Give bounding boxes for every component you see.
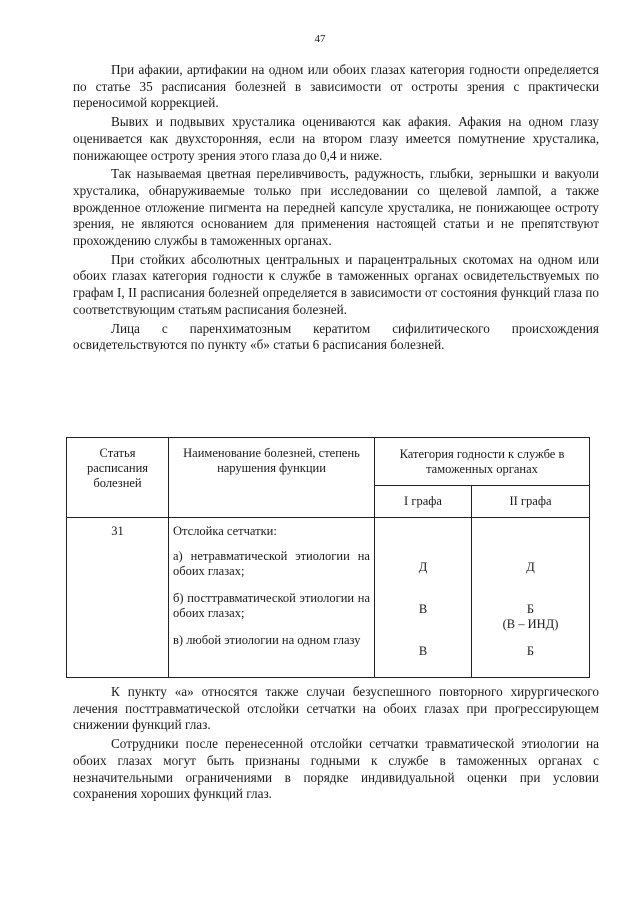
header-graph-1: I графа (375, 486, 472, 518)
graph2-item-a (473, 540, 588, 578)
cell-article: 31 (67, 518, 169, 678)
header-category: Категория годности к службе в таможенных органах (375, 438, 590, 486)
paragraph: При стойких абсолютных центральных и парацентральных скотомах на одном или обоих глазах категория годности к службе в таможенных органах освидетельствуемых по графам I, II расписания болезней определяется в зависимости от состояния функций глаза по соответствующим статьям расписания болезней. (73, 251, 599, 317)
graph2-value: Д (526, 560, 535, 574)
body-text-bottom (73, 684, 599, 803)
graph1-item-b: В (418, 602, 428, 616)
header-disease: Наименование болезней, степень нарушения функции (169, 438, 375, 518)
graph1-item-c: В (418, 644, 428, 658)
table-row (67, 518, 590, 678)
disease-item-b: б) посттравматической этиологии на обоих глазах; (173, 591, 370, 620)
graph2-item-b (473, 582, 588, 631)
paragraph: Так называемая цветная переливчивость, радужность, глыбки, зернышки и вакуоли хрусталика, обнаруживаемые только при исследовании со щелевой лампой, а также врожденное отложение пигмента на передней капсуле хрусталика, не понижающее остроту зрения, не являются основанием для применения настоящей статьи и не препятствуют прохождению службы в таможенных органах. (73, 166, 599, 249)
paragraph: Вывих и подвывих хрусталика оцениваются как афакия. Афакия на одном глазу оценивается как двухсторонняя, если на втором глазу имеется помутнение хрусталика, понижающее остроту зрения этого глаза до 0,4 и ниже. (73, 114, 599, 163)
paragraph: К пункту «а» относятся также случаи безуспешного повторного хирургического лечения посттравматической отслойки сетчатки на обоих глазах при прогрессирующем снижении функций глаз. (73, 684, 599, 733)
header-graph-2: II графа (471, 486, 589, 518)
paragraph: При афакии, артифакии на одном или обоих глазах категория годности определяется по статье 35 расписания болезней в зависимости от остроты зрения с практически переносимой коррекцией. (73, 62, 599, 111)
graph1-item-a: Д (418, 560, 428, 574)
disease-title: Отслойка сетчатки: (173, 524, 277, 538)
fitness-category-table (66, 437, 590, 678)
paragraph: Лица с паренхиматозным кератитом сифилитического происхождения освидетельствуются по пункту «б» статьи 6 расписания болезней. (73, 320, 599, 353)
graph2-value: Б (526, 602, 535, 616)
graph2-extra: (В – ИНД) (502, 617, 559, 631)
cell-graph-2 (471, 518, 589, 678)
header-article: Статья расписания болезней (67, 438, 169, 518)
body-text-top (73, 62, 599, 354)
cell-graph-1 (375, 518, 472, 678)
disease-item-c: в) любой этиологии на одном глазу (173, 633, 361, 647)
paragraph: Сотрудники после перенесенной отслойки сетчатки травматической этиологии на обоих глазах могут быть признаны годными к службе в таможенных органах с незначительными ограничениями в порядке индивидуальной оценки при условии сохранения хороших функций глаз. (73, 736, 599, 802)
cell-disease (169, 518, 375, 678)
table-header-row (67, 438, 590, 486)
page-number: 47 (314, 33, 326, 45)
disease-item-a: а) нетравматической этиологии на обоих глазах; (173, 549, 370, 578)
graph2-value: Б (526, 644, 535, 658)
